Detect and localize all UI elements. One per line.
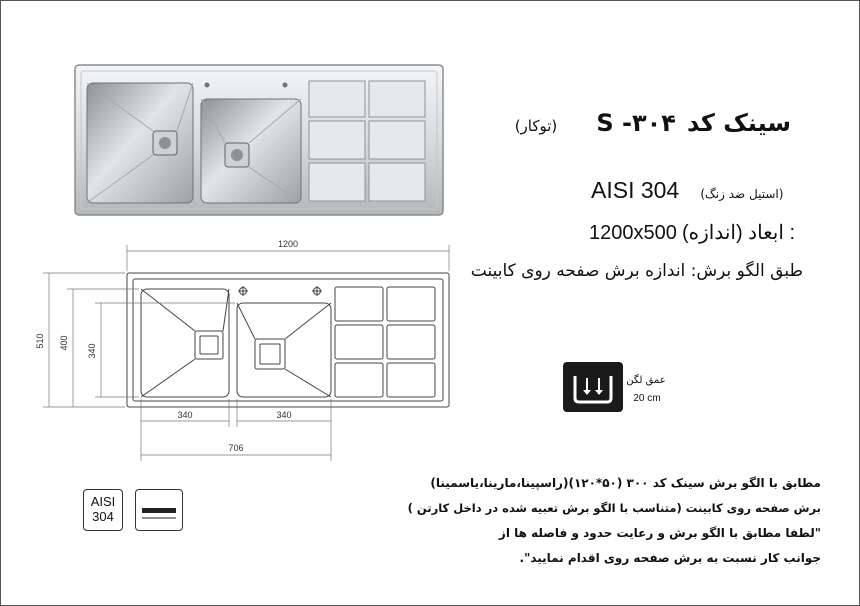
product-title [441,109,791,137]
dim-bowls-span: 706 [228,443,244,453]
bowl-right [201,99,301,203]
dim-total-width: 1200 [277,239,299,249]
steel-grade-row [591,177,801,204]
dimensions-value: 1200x500 [589,222,677,244]
thickness-badge [135,489,183,531]
note-line-2: برش صفحه روی کابینت (متناسب با الگو برش تعبیه شده در داخل کارتن ) [407,501,821,515]
technical-drawing [29,233,455,467]
steel-grade: AISI 304 [591,177,680,203]
dim-inner-height: 400 [59,335,69,351]
depth-value: 20 cm [633,393,661,404]
title-prefix: سینک کد [687,109,791,137]
cut-template-text: طبق الگو برش: اندازه برش صفحه روی کابینت [470,261,803,281]
steel-description: (استیل ضد زنگ) [700,187,784,201]
notes [407,471,821,571]
note-line-1: مطابق با الگو برش سینک کد ۳۰۰ (۵۰*۱۲۰)(راسپینا،مارینا،یاسمینا) [430,476,821,490]
dim-bowl-width-right: 340 [276,410,292,420]
aisi-badge-line1: AISI [90,494,116,509]
note-line-3: "لطفا مطابق با الگو برش و رعایت حدود و فاصله ها از [498,526,821,540]
basin-depth-icon [563,362,623,412]
drawing-bowl-left [141,289,229,397]
depth-label: عمق لگن [626,375,666,386]
sink-outline [127,273,449,407]
dim-bowl-width-left: 340 [177,410,193,420]
aisi-badge-line2: 304 [92,509,114,524]
dim-bowl-height: 340 [87,343,97,359]
sheet-thickness-icon [136,490,182,530]
drawing-bowl-right [237,303,331,397]
dim-height: 510 [35,333,45,349]
dimensions-label: : ابعاد (اندازه) [681,222,796,244]
aisi-badge [83,489,123,531]
note-line-4: جوانب کار نسبت به برش صفحه روی اقدام نمایید". [519,551,821,565]
product-type: (توکار) [514,117,558,135]
model-code: ۳۰۴- S [596,109,676,137]
depth-badge [563,362,666,412]
dimensions-row [589,220,804,245]
sink-product-photo [73,63,445,219]
